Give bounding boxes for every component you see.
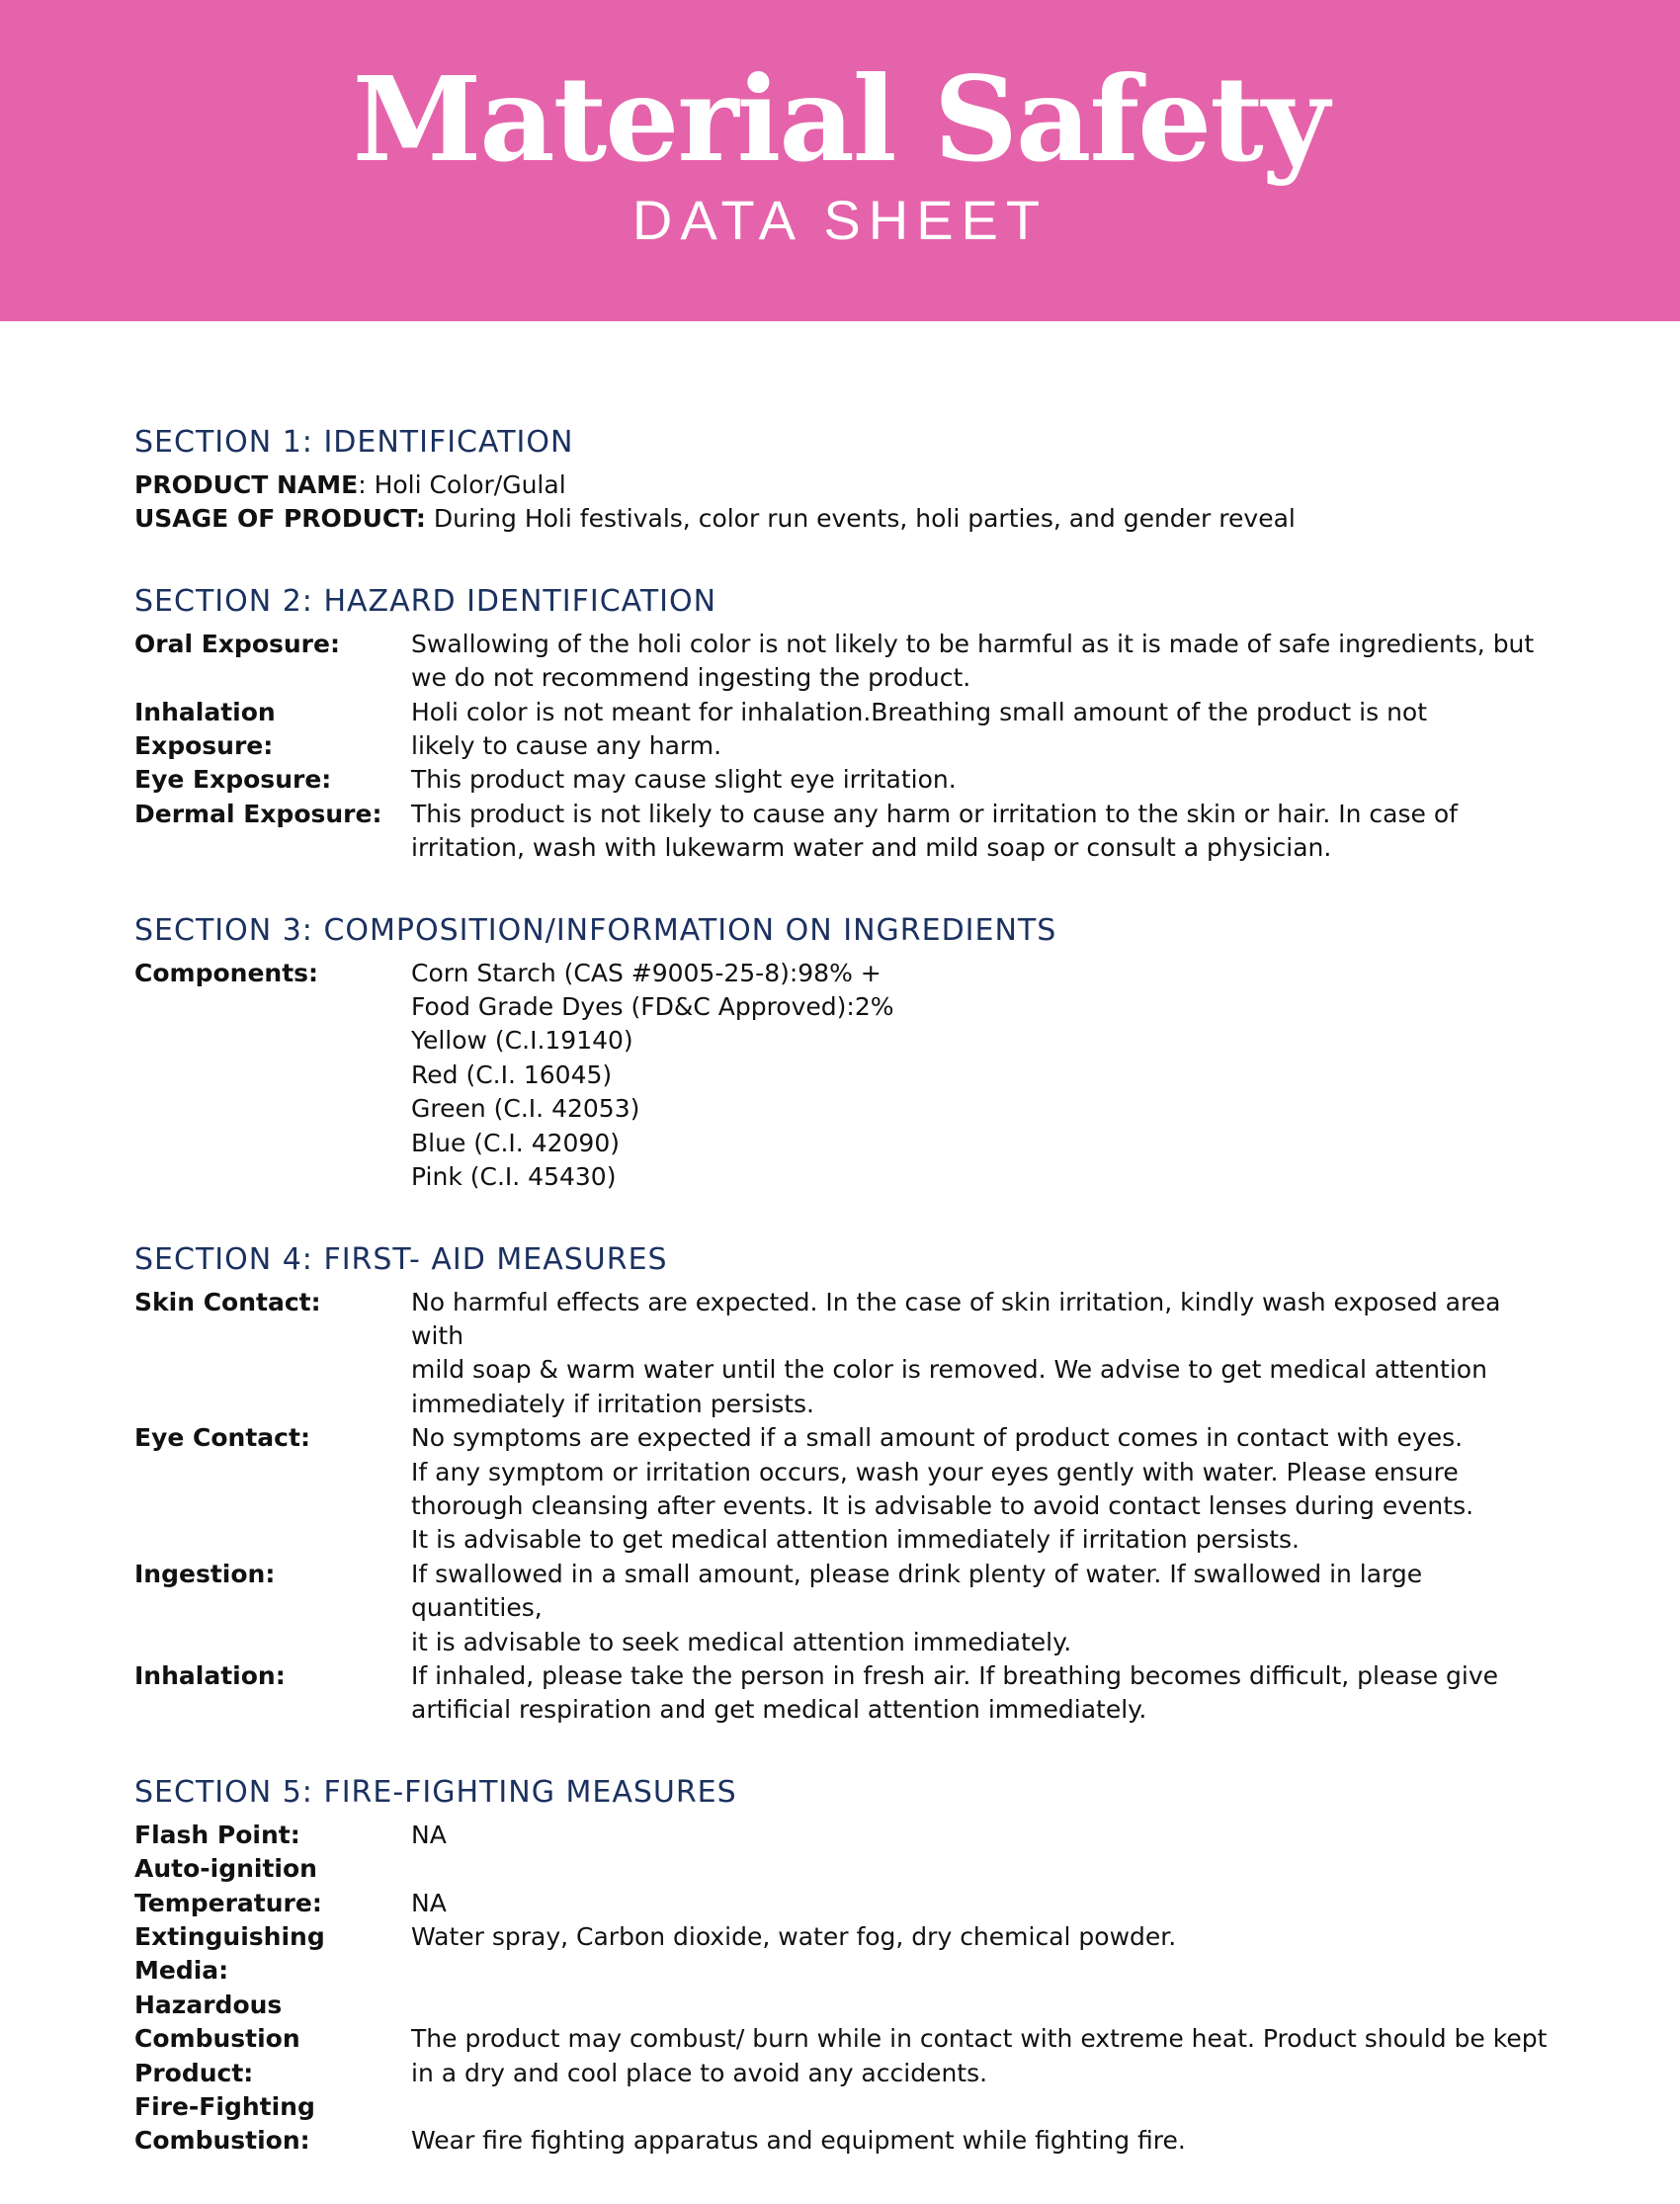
first-aid-row [134,1421,1557,1558]
value-line: it is advisable to seek medical attention immediately. [411,1627,1072,1656]
hazard-row [134,763,1557,797]
usage-label: USAGE OF PRODUCT: [134,504,426,534]
product-name-value: : Holi Color/Gulal [358,470,566,499]
section-title: SECTION 4: FIRST- AID MEASURES [134,1241,668,1277]
value-line: If swallowed in a small amount, please drink plenty of water. If swallowed in large quantities, [411,1559,1423,1623]
row-label: Eye Contact: [134,1423,310,1453]
list-item: Food Grade Dyes (FD&C Approved):2% [411,992,894,1022]
row-label: Skin Contact: [134,1287,321,1316]
section-title: SECTION 1: IDENTIFICATION [134,425,574,460]
value-line: It is advisable to get medical attention immediately if irritation persists. [411,1525,1300,1555]
first-aid-row [134,1558,1557,1659]
document-body [134,423,1557,2204]
row-label: Eye Exposure: [134,765,332,795]
list-item: Green (C.I. 42053) [411,1094,640,1124]
value-line: likely to cause any harm. [411,731,722,761]
value-line: we do not recommend ingesting the product. [411,663,971,693]
value-line: If any symptom or irritation occurs, wash your eyes gently with water. Please ensure [411,1457,1459,1486]
list-item: Red (C.I. 16045) [411,1060,613,1089]
section-fire-fighting [134,1773,1557,2159]
components-list [411,957,1557,1195]
value-line: Wear fire fighting apparatus and equipment while fighting fire. [411,2126,1186,2156]
row-value: Water spray, Carbon dioxide, water fog, dry chemical powder. [411,1922,1177,1951]
label-line: Combustion Product: [134,2024,300,2087]
row-value [411,1659,1557,1728]
value-line: in a dry and cool place to avoid any accidents. [411,2058,988,2087]
hazard-row [134,798,1557,866]
value-line: irritation, wash with lukewarm water and mild soap or consult a physician. [411,833,1332,863]
value-line: No symptoms are expected if a small amount of product comes in contact with eyes. [411,1423,1464,1453]
header-banner [0,0,1680,321]
section-first-aid [134,1240,1557,1728]
row-label: Oral Exposure: [134,629,340,658]
section-title: SECTION 5: FIRE-FIGHTING MEASURES [134,1774,737,1810]
row-label: Extinguishing Media: [134,1922,325,1986]
flash-point-row [134,1819,1557,1852]
row-value: NA [411,1820,447,1849]
product-name-label: PRODUCT NAME [134,470,359,499]
section-composition [134,911,1557,1195]
row-value [411,1852,1557,1920]
row-value [411,2090,1557,2159]
section-hazard-identification [134,582,1557,866]
auto-ignition-row [134,1852,1557,1920]
value-line: mild soap & warm water until the color is removed. We advise to get medical attention [411,1355,1487,1385]
hazard-row [134,696,1557,764]
label-line: Temperature: [134,1888,322,1917]
row-label: Inhalation: [134,1660,286,1690]
components-row [134,957,1557,1195]
value-line: artificial respiration and get medical attention immediately. [411,1695,1147,1725]
label-line: Fire-Fighting [134,2092,315,2122]
value-line [411,1852,1557,1886]
row-label: Inhalation Exposure: [134,697,276,761]
label-line: Hazardous [134,1990,283,2019]
usage-line [134,502,1557,536]
value-line: NA [411,1888,447,1917]
usage-value: During Holi festivals, color run events, holi parties, and gender reveal [425,504,1296,534]
value-line: The product may combust/ burn while in contact with extreme heat. Product should be kept [411,2024,1548,2054]
row-value [411,628,1557,696]
value-line: thorough cleansing after events. It is advisable to avoid contact lenses during events. [411,1490,1474,1520]
label-line: Combustion: [134,2126,310,2156]
row-value [411,1286,1557,1422]
row-value [411,798,1557,866]
value-line: If inhaled, please take the person in fresh air. If breathing becomes difficult, please give [411,1660,1499,1690]
row-value [411,763,1557,797]
value-line [411,2090,1557,2124]
hazardous-combustion-row [134,1989,1557,2090]
row-label: Components: [134,958,319,987]
value-line: This product is not likely to cause any harm or irritation to the skin or hair. In case of [411,799,1458,828]
value-line: This product may cause slight eye irritation. [411,765,957,795]
value-line: No harmful effects are expected. In the case of skin irritation, kindly wash exposed area with [411,1287,1501,1350]
section-title: SECTION 2: HAZARD IDENTIFICATION [134,583,717,619]
value-line: immediately if irritation persists. [411,1389,814,1418]
document-title: Material Safety [352,50,1328,188]
value-line: Swallowing of the holi color is not likely to be harmful as it is made of safe ingredients, but [411,629,1535,658]
list-item: Corn Starch (CAS #9005-25-8):98% + [411,958,882,987]
row-value [411,696,1557,764]
section-identification [134,423,1557,537]
value-line: Holi color is not meant for inhalation.Breathing small amount of the product is not [411,697,1428,726]
document-subtitle: DATA SHEET [631,189,1049,251]
label-line: Auto-ignition [134,1854,317,1884]
hazard-row [134,628,1557,696]
row-label: Flash Point: [134,1820,300,1849]
row-value [411,1989,1557,2090]
row-label [134,2090,411,2159]
row-label [134,1852,411,1920]
row-label [134,1989,411,2090]
value-line [411,1989,1557,2022]
row-label: Ingestion: [134,1559,276,1588]
extinguishing-media-row [134,1920,1557,1989]
product-name-line [134,468,1557,502]
row-value [411,1421,1557,1558]
first-aid-row [134,1659,1557,1728]
list-item: Blue (C.I. 42090) [411,1128,620,1157]
list-item: Pink (C.I. 45430) [411,1162,617,1192]
section-title: SECTION 3: COMPOSITION/INFORMATION ON INGREDIENTS [134,912,1057,948]
fire-fighting-row [134,2090,1557,2159]
first-aid-row [134,1286,1557,1422]
list-item: Yellow (C.I.19140) [411,1026,633,1056]
row-value [411,1558,1557,1659]
row-label: Dermal Exposure: [134,799,382,828]
